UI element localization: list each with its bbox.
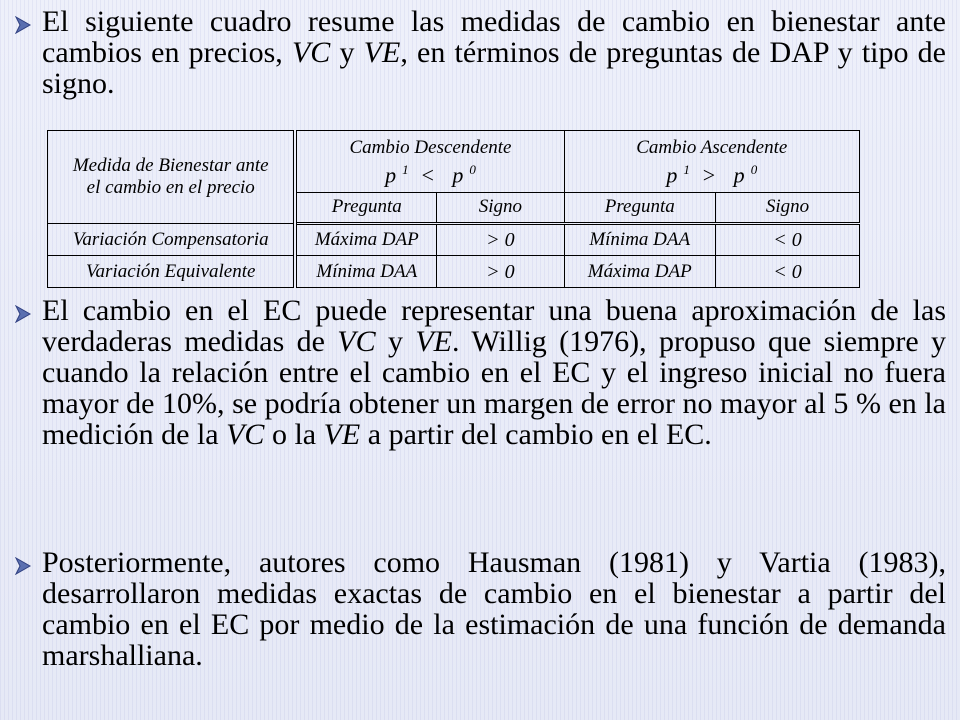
italic-term: VC	[226, 418, 265, 451]
sub-header-pregunta-desc: Pregunta	[295, 193, 436, 224]
arrow-bullet-icon	[14, 295, 42, 450]
bullet-3-text: Posteriormente, autores como Hausman (1981) y Vartia (1983), desarrollaron medidas exactas de cambio en el bienestar a partir del cambio en el EC por medio de la estimación de una función de demanda marshalliana.	[42, 546, 946, 672]
table-row	[48, 223, 860, 256]
asc-question: Mínima DAA	[564, 223, 715, 256]
bullet-1	[14, 6, 946, 99]
sub-header-signo-asc: Signo	[715, 193, 859, 224]
sub-header-pregunta-asc: Pregunta	[564, 193, 715, 224]
row-header-line2: el cambio en el precio	[86, 176, 255, 198]
desc-change-title: Cambio Descendente	[349, 136, 512, 158]
bullet-2-text: El cambio en el EC puede representar una buena aproximación de las verdaderas medidas de VC y VE. Willig (1976), propuso que siempre y cuando la relación entre el cambio en el EC y el ingreso inicial no fuera mayor de 10%, se podría obtener un margen de error no mayor al 5 % en la medición de la VC o la VE a partir del cambio en el EC.	[42, 294, 947, 451]
asc-sign: < 0	[715, 223, 859, 256]
bullet-2	[14, 295, 946, 450]
italic-term: VC	[291, 36, 331, 69]
asc-change-price: $p^1 > p^0$	[666, 161, 758, 188]
desc-change-price: $p^1 < p^0$	[385, 161, 476, 188]
row-header-cell	[48, 131, 296, 224]
row-header-line1: Medida de Bienestar ante	[72, 154, 269, 176]
arrow-bullet-icon	[14, 6, 42, 99]
table-row	[48, 256, 860, 288]
desc-sign: > 0	[437, 256, 564, 288]
welfare-measures-table	[47, 130, 860, 290]
row-label: Variación Equivalente	[48, 256, 296, 288]
asc-question: Máxima DAP	[564, 256, 715, 288]
italic-term: VE	[415, 325, 453, 358]
sub-header-signo-desc: Signo	[437, 193, 564, 224]
italic-term: VC	[337, 325, 376, 358]
asc-sign: < 0	[715, 256, 859, 288]
desc-change-header	[295, 131, 564, 193]
desc-question: Máxima DAP	[295, 223, 436, 256]
desc-question: Mínima DAA	[295, 256, 436, 288]
asc-change-title: Cambio Ascendente	[636, 136, 788, 158]
desc-sign: > 0	[437, 223, 564, 256]
arrow-bullet-icon	[14, 547, 42, 671]
bullet-3	[14, 547, 946, 671]
asc-change-header	[564, 131, 859, 193]
italic-term: VE	[363, 36, 401, 69]
bullet-1-text: El siguiente cuadro resume las medidas de cambio en bienestar ante cambios en precios, VC y VE, en términos de preguntas de DAP y tipo de signo.	[42, 5, 946, 100]
italic-term: VE	[323, 418, 361, 451]
row-label: Variación Compensatoria	[48, 223, 296, 256]
